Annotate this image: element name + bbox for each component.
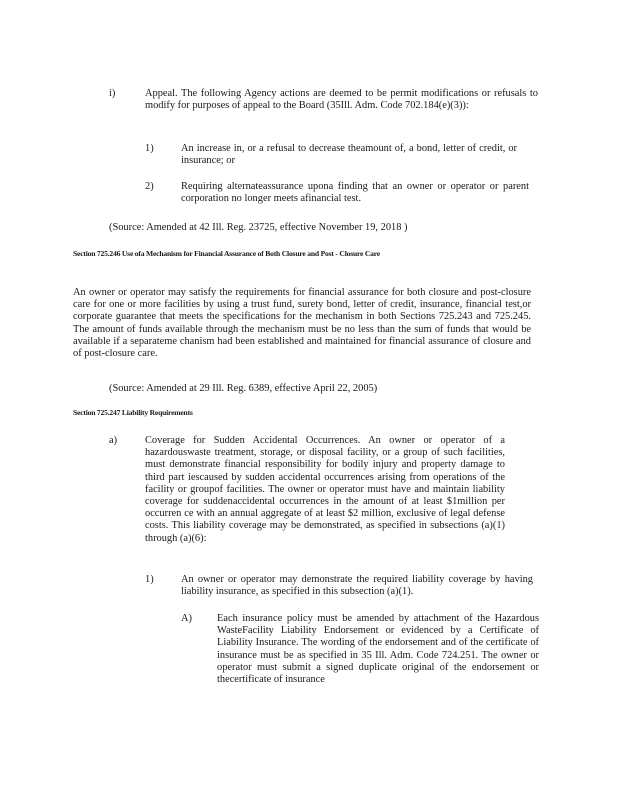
subsection-a1A-label: A) [181, 613, 192, 624]
subsection-a-label: a) [109, 435, 118, 446]
subsection-a-text: Coverage for Sudden Accidental Occurrences. An owner or operator of a hazardouswaste treatment, storage, or disposal facility, or a group of such facilities, must demonstrate financial responsibility for bodily injury and property damage to third part iescaused by sudden accidental occurrences arising from operations of the facility or groupof facilities. The owner or operator must have and maintain liability coverage for suddenaccidental occurrences in the amount of at least $1million per occurren ce with an annual aggregate of at least $2 million, exclusive of legal defense costs. This liability coverage may be demonstrated, as specified in subsections (a)(1) through (a)(6): [145, 435, 505, 544]
subsection-a1-label: 1) [145, 574, 154, 585]
subsection-a1A-text: Each insurance policy must be amended by attachment of the Hazardous WasteFacility Liability Endorsement or evidenced by a Certificate of Liability Insurance. The wording of the endorsement and of the certificate of insurance must be as specified in 35 Ill. Adm. Code 724.251. The owner or operator must submit a signed duplicate original of the endorsement or thecertificate of insurance [217, 613, 539, 686]
item-i-2-label: 2) [145, 181, 154, 192]
item-i-text: Appeal. The following Agency actions are deemed to be permit modifications or refusals to modify for purposes of appeal to the Board (35Ill. Adm. Code 702.184(e)(3)): [145, 88, 538, 112]
item-i-2-text: Requiring alternateassurance upona finding that an owner or operator or parent corporation no longer meets afinancial test. [181, 181, 529, 205]
section-heading: Section 725.247 Liability Requirements [73, 408, 193, 417]
item-i-label: i) [109, 88, 116, 99]
section-body: An owner or operator may satisfy the requirements for financial assurance for both closure and post-closure care for one or more facilities by using a trust fund, surety bond, letter of credit, insurance, financial test,or corporate guarantee that meets the specifications for the mechanism in both Sections 725.243 and 725.245. The amount of funds available through the mechanism must be no less than the sum of funds that would be available if a separateme chanism had been established and maintained for financial assurance of closure and of post-closure care. [73, 287, 531, 360]
source-note: (Source: Amended at 29 Ill. Reg. 6389, effective April 22, 2005) [109, 383, 378, 394]
item-i-1-text: An increase in, or a refusal to decrease theamount of, a bond, letter of credit, or insurance; or [181, 143, 517, 167]
source-note: (Source: Amended at 42 Ill. Reg. 23725, effective November 19, 2018 ) [109, 222, 408, 233]
subsection-a1-text: An owner or operator may demonstrate the required liability coverage by having liability insurance, as specified in this subsection (a)(1). [181, 574, 533, 598]
item-i-1-label: 1) [145, 143, 154, 154]
section-heading: Section 725.246 Use ofa Mechanism for Financial Assurance of Both Closure and Post - Closure Care [73, 249, 380, 258]
